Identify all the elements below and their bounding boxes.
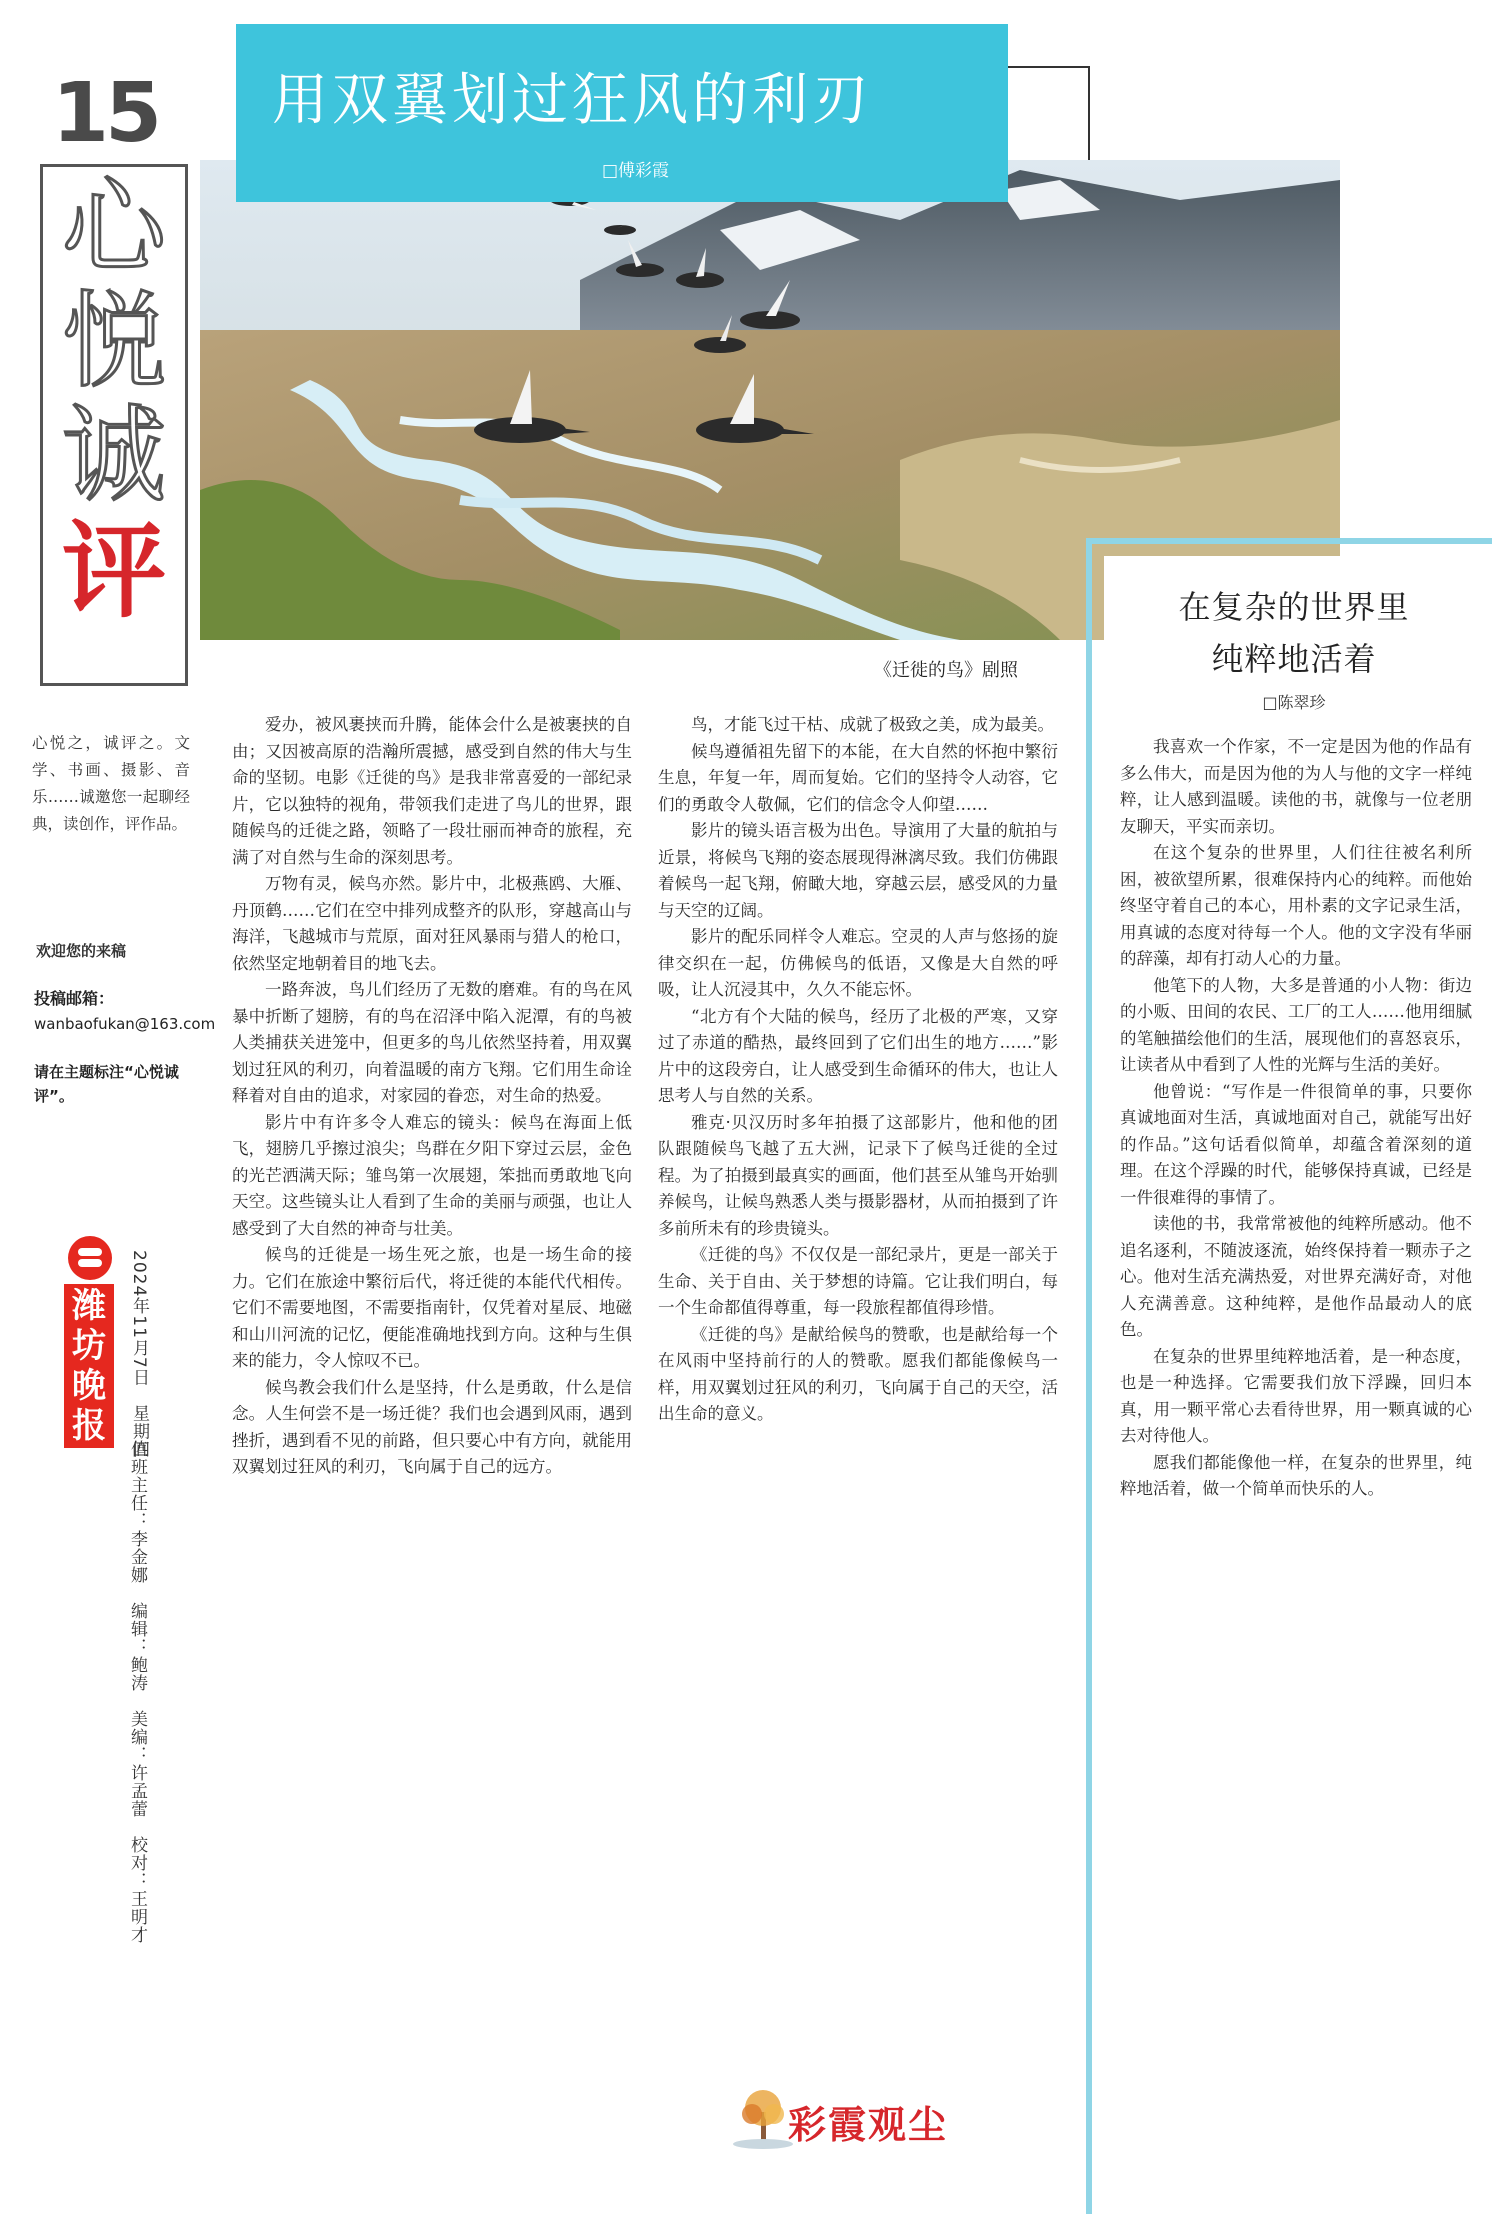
newspaper-name: 潍坊晚报	[64, 1284, 114, 1448]
paragraph: 读他的书，我常常被他的纯粹所感动。他不追名逐利，不随波逐流，始终保持着一颗赤子之心。他对生活充满热爱，对世界充满好奇，对他人充满善意。这种纯粹，是他作品最动人的底色。	[1120, 1214, 1472, 1339]
issue-date: 2024年11月7日 星期四	[129, 1250, 149, 1459]
column-name-char: 诚	[61, 394, 166, 516]
paragraph: 《迁徙的鸟》是献给候鸟的赞歌，也是献给每一个在风雨中坚持前行的人的赞歌。愿我们都能像候鸟一样，用双翼划过狂风的利刃，飞向属于自己的天空，活出生命的意义。	[658, 1324, 1058, 1423]
paragraph: 在复杂的世界里纯粹地活着，是一种态度，也是一种选择。它需要我们放下浮躁，回归本真，用一颗平常心去看待世界，用一颗真诚的心去对待他人。	[1120, 1346, 1472, 1445]
paragraph: 他曾说：“写作是一件很简单的事，只要你真诚地面对生活，真诚地面对自己，就能写出好的作品。”这句话看似简单，却蕴含着深刻的道理。在这个浮躁的时代，能够保持真诚，已经是一件很难得的事情了。	[1120, 1081, 1472, 1207]
paragraph: “北方有个大陆的候鸟，经历了北极的严寒，又穿过了赤道的酷热，最终回到了它们出生的地方……”影片中的这段旁白，让人感受到生命循环的伟大，也让人思考人与自然的关系。	[658, 1006, 1058, 1105]
welcome-text: 欢迎您的来稿	[36, 942, 127, 960]
paragraph: 万物有灵，候鸟亦然。影片中，北极燕鸥、大雁、丹顶鹤……它们在空中排列成整齐的队形，穿越高山与海洋，飞越城市与荒原，面对狂风暴雨与猎人的枪口，依然坚定地朝着目的地飞去。	[232, 874, 632, 973]
paragraph: 鸟，才能飞过干枯、成就了极致之美，成为最美。	[691, 715, 1054, 734]
main-article-title: 用双翼划过狂风的利刃	[272, 68, 872, 133]
side-article-title-line1: 在复杂的世界里	[1178, 588, 1410, 626]
paragraph: 候鸟遵循祖先留下的本能，在大自然的怀抱中繁衍生息，年复一年，周而复始。它们的坚持令人动容，它们的勇敢令人敬佩，它们的信念令人仰望……	[658, 741, 1058, 814]
paragraph: 《迁徙的鸟》不仅仅是一部纪录片，更是一部关于生命、关于自由、关于梦想的诗篇。它让我们明白，每一个生命都值得尊重，每一段旅程都值得珍惜。	[658, 1245, 1058, 1317]
column-logo-text: 彩霞观尘	[788, 2102, 949, 2147]
side-article-title-line2: 纯粹地活着	[1211, 640, 1377, 678]
contact-label: 投稿邮箱：	[34, 989, 115, 1008]
column-name-char: 心	[61, 166, 166, 288]
paragraph: 我喜欢一个作家，不一定是因为他的作品有多么伟大，而是因为他的为人与他的文字一样纯粹，让人感到温暖。读他的书，就像与一位老朋友聊天，平实而亲切。	[1120, 737, 1472, 836]
main-article-column-1	[232, 712, 632, 2212]
paragraph: 影片中有许多令人难忘的镜头：候鸟在海面上低飞，翅膀几乎擦过浪尖；鸟群在夕阳下穿过云层，金色的光芒洒满天际；雏鸟第一次展翅，笨拙而勇敢地飞向天空。这些镜头让人看到了生命的美丽与顽强，也让人感受到了大自然的神奇与壮美。	[232, 1112, 632, 1238]
column-name-char: 悦	[61, 280, 166, 402]
contact-email-link[interactable]: wanbaofukan@163.com	[34, 1015, 216, 1033]
paragraph: 候鸟教会我们什么是坚持，什么是勇敢，什么是信念。人生何尝不是一场迁徙？我们也会遇到风雨，遇到挫折，遇到看不见的前路，但只要心中有方向，就能用双翼划过狂风的利刃，飞向属于自己的远方。	[232, 1377, 632, 1476]
photo-caption: 《迁徙的鸟》剧照	[874, 660, 1018, 681]
newspaper-logo	[64, 1236, 114, 1446]
paragraph: 雅克·贝汉历时多年拍摄了这部影片，他和他的团队跟随候鸟飞越了五大洲，记录下了候鸟迁徙的全过程。为了拍摄到最真实的画面，他们甚至从雏鸟开始驯养候鸟，让候鸟熟悉人类与摄影器材，从而拍摄到了许多前所未有的珍贵镜头。	[658, 1112, 1058, 1238]
column-name-box	[40, 164, 188, 686]
column-name-char-accent: 评	[61, 509, 166, 632]
column-intro: 心悦之，诚评之。文学、书画、摄影、音乐……诚邀您一起聊经典，读创作，评作品。	[32, 734, 190, 833]
side-article-body	[1120, 734, 1472, 2204]
main-article-author: □傅彩霞	[602, 161, 670, 181]
main-article-column-2	[658, 712, 1058, 2052]
logo-mark-icon	[68, 1236, 112, 1280]
paragraph: 影片的镜头语言极为出色。导演用了大量的航拍与近景，将候鸟飞翔的姿态展现得淋漓尽致。我们仿佛跟着候鸟一起飞翔，俯瞰大地，穿越云层，感受风的力量与天空的辽阔。	[658, 821, 1058, 920]
paragraph: 候鸟的迁徙是一场生死之旅，也是一场生命的接力。它们在旅途中繁衍后代，将迁徙的本能代代相传。它们不需要地图，不需要指南针，仅凭着对星辰、地磁和山川河流的记忆，便能准确地找到方向。这种与生俱来的能力，令人惊叹不已。	[232, 1245, 632, 1370]
paragraph: 他笔下的人物，大多是普通的小人物：街边的小贩、田间的农民、工厂的工人……他用细腻的笔触描绘他们的生活，展现他们的喜怒哀乐，让读者从中看到了人性的光辉与生活的美好。	[1120, 975, 1472, 1074]
page-number: 15	[52, 66, 159, 161]
paragraph: 愿我们都能像他一样，在复杂的世界里，纯粹地活着，做一个简单而快乐的人。	[1120, 1452, 1472, 1498]
title-decoration-lines	[1008, 66, 1090, 160]
paragraph: 影片的配乐同样令人难忘。空灵的人声与悠扬的旋律交织在一起，仿佛候鸟的低语，又像是大自然的呼吸，让人沉浸其中，久久不能忘怀。	[658, 927, 1058, 999]
paragraph: 一路奔波，鸟儿们经历了无数的磨难。有的鸟在风暴中折断了翅膀，有的鸟在沼泽中陷入泥潭，有的鸟被人类捕获关进笼中，但更多的鸟儿依然坚持着，用双翼划过狂风的利刃，向着温暖的南方飞翔。它们用生命诠释着对自由的追求，对家园的眷恋，对生命的热爱。	[232, 980, 632, 1105]
column-logo-caixia	[728, 2080, 1008, 2160]
staff-credits: 值班主任：李金娜 编辑：鲍涛 美编：许孟蕾 校对：王明才	[127, 1440, 147, 1944]
side-article-author: □陈翠珍	[1262, 693, 1326, 712]
paragraph: 在这个复杂的世界里，人们往往被名利所困，被欲望所累，很难保持内心的纯粹。而他始终坚守着自己的本心，用朴素的文字记录生活，用真诚的态度对待每一个人。他的文字没有华丽的辞藻，却有打动人心的力量。	[1120, 843, 1472, 968]
main-title-box	[236, 24, 1008, 202]
contact-note: 请在主题标注“心悦诚评”。	[34, 1063, 179, 1105]
paragraph: 爱办，被风裹挟而升腾，能体会什么是被裹挟的自由；又因被高原的浩瀚所震撼，感受到自然的伟大与生命的坚韧。电影《迁徙的鸟》是我非常喜爱的一部纪录片，它以独特的视角，带领我们走进了鸟儿的世界，跟随候鸟的迁徙之路，领略了一段壮丽而神奇的旅程，充满了对自然与生命的深刻思考。	[232, 715, 632, 867]
